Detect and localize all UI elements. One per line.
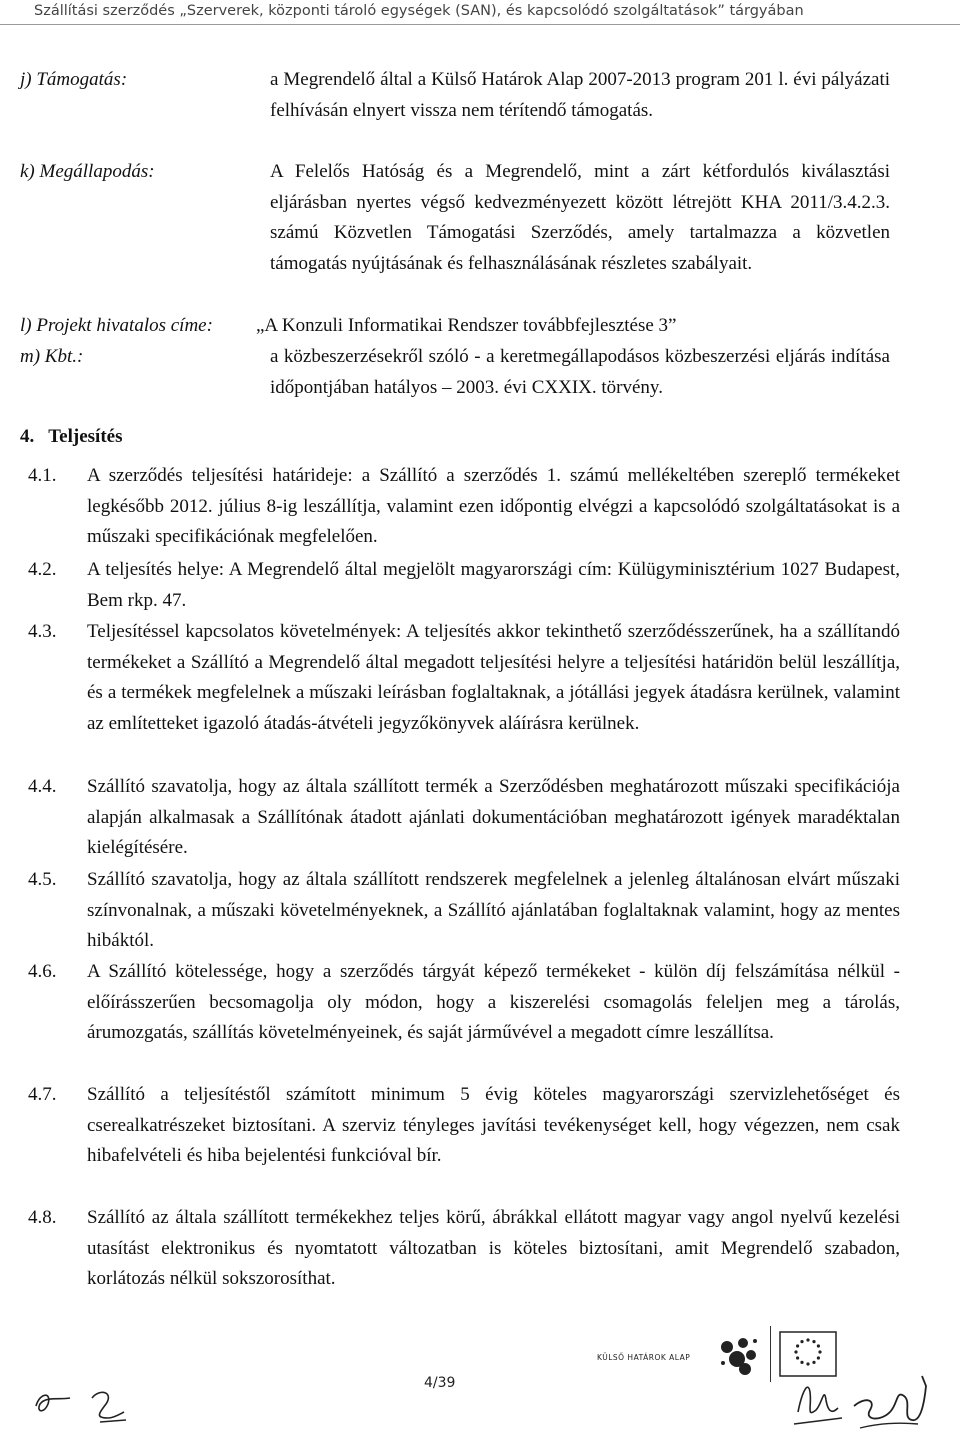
section-title: Teljesítés xyxy=(48,426,123,447)
clause-number: 4.2. xyxy=(28,559,57,580)
clause-number: 4.5. xyxy=(28,869,57,890)
clause-text: A szerződés teljesítési határideje: a Szállító a szerződés 1. számú mellékeltében szereplő termékeket legkésőbb 2012. július 8-ig leszállítja, valamint ezen időpontig elvégzi a kapcsolódó szolgáltatásokat is a műszaki specifikációnak megfelelően. xyxy=(87,465,900,548)
section-number: 4. xyxy=(20,426,35,447)
definition-label: m) Kbt.: xyxy=(20,346,84,367)
signature-initials-middle xyxy=(788,1372,848,1438)
clause-number: 4.7. xyxy=(28,1084,57,1105)
clause-number: 4.6. xyxy=(28,961,57,982)
definition-text: a közbeszerzésekről szóló - a keretmegállapodásos közbeszerzési eljárás indítása időpontjában hatályos – 2003. évi CXXIX. törvény. xyxy=(270,346,890,398)
clause-number: 4.3. xyxy=(28,621,57,642)
definition-text: a Megrendelő által a Külső Határok Alap 2007-2013 program 201 l. évi pályázati felhívásán elnyert vissza nem térítendő támogatás. xyxy=(270,69,890,121)
header-title: Szállítási szerződés „Szerverek, központi tároló egységek (SAN), és kapcsolódó szolgáltatások” tárgyában xyxy=(34,3,804,19)
signature-initials-left xyxy=(30,1378,140,1434)
clause-number: 4.8. xyxy=(28,1207,57,1228)
definition-text: „A Konzuli Informatikai Rendszer továbbfejlesztése 3” xyxy=(256,315,677,336)
clause-text: Szállító az általa szállított termékekhez teljes körű, ábrákkal ellátott magyar vagy angol nyelvű kezelési utasítást elektronikus és nyomtatott változatban is köteles biztosítani, amit Megrendelő szabadon, korlátozás nélkül sokszorosíthat. xyxy=(87,1207,900,1290)
clause-number: 4.1. xyxy=(28,465,57,486)
clause-text: Szállító a teljesítéstől számított minimum 5 évig köteles magyarországi szervizlehetőséget és cserealkatrészeket biztosítani. A szerviz tényleges javítási tevékenységet kell, hogy végezzen, nem csak hibafelvételi és hiba bejelentési funkcióval bír. xyxy=(87,1084,900,1167)
clause-text: Szállító szavatolja, hogy az általa szállított rendszerek megfelelnek a jelenleg általánosan elvárt műszaki színvonalnak, a műszaki követelményeknek, a Szállító ajánlatában foglaltaknak valamint, hogy az mentes hibáktól. xyxy=(87,869,900,952)
header-divider xyxy=(0,24,960,25)
page-number: 4/39 xyxy=(424,1375,456,1391)
definition-l xyxy=(20,311,940,342)
definition-text: A Felelős Hatóság és a Megrendelő, mint a zárt kétfordulós kiválasztási eljárásban nyertes végső kedvezményezett között létrejött KHA 2011/3.4.2.3. számú Közvetlen Támogatási Szerződés, amely tartalmazza a közvetlen támogatás nyújtásának és felhasználásának részletes szabályait. xyxy=(270,161,890,275)
logo-divider xyxy=(770,1326,771,1382)
fund-logo-text: KÜLSŐ HATÁROK ALAP xyxy=(597,1353,691,1362)
definition-label: k) Megállapodás: xyxy=(20,161,155,182)
signature-right xyxy=(846,1366,936,1442)
section-heading xyxy=(20,422,136,453)
eu-flag-icon xyxy=(779,1331,837,1377)
clause-text: Teljesítéssel kapcsolatos követelmények: A teljesítés akkor tekinthető szerződésszerűnek, ha a szállítandó termékeket a Szállító a Megrendelő által megadott teljesítési helyre a teljesítési határidön belül leszállítja, és a termékek megfelelnek a műszaki leírásban foglaltaknak, a jótállási jegyek átadásra kerülnek, valamint az említetteket igazoló átadás-átvételi jegyzőkönyvek aláírásra kerülnek. xyxy=(87,621,900,735)
definition-k xyxy=(20,157,940,311)
definition-label: j) Támogatás: xyxy=(20,69,128,90)
clause-text: A Szállító kötelessége, hogy a szerződés tárgyát képező termékeket - külön díj felszámítása nélkül - előírásszerűen becsomagolja oly módon, hogy a kiszerelési csomagolás feleljen meg a tárolás, árumozgatás, szállítás követelményeinek, és saját járművével a megadott címre leszállítsa. xyxy=(87,961,900,1044)
running-header xyxy=(34,3,934,19)
definition-label: l) Projekt hivatalos címe: xyxy=(20,315,213,336)
clause-number: 4.4. xyxy=(28,776,57,797)
clause-text: Szállító szavatolja, hogy az általa szállított termék a Szerződésben meghatározott műszaki specifikációja alapján alkalmasak a Szállítónak átadott ajánlati dokumentációban meghatározott igények maradéktalan kielégítésére. xyxy=(87,776,900,859)
definition-j xyxy=(20,65,940,157)
definition-m xyxy=(20,342,940,404)
clause-text: A teljesítés helye: A Megrendelő által megjelölt magyarországi cím: Külügyminisztérium 1027 Budapest, Bem rkp. 47. xyxy=(87,559,900,611)
fund-logo-icon xyxy=(715,1333,761,1381)
